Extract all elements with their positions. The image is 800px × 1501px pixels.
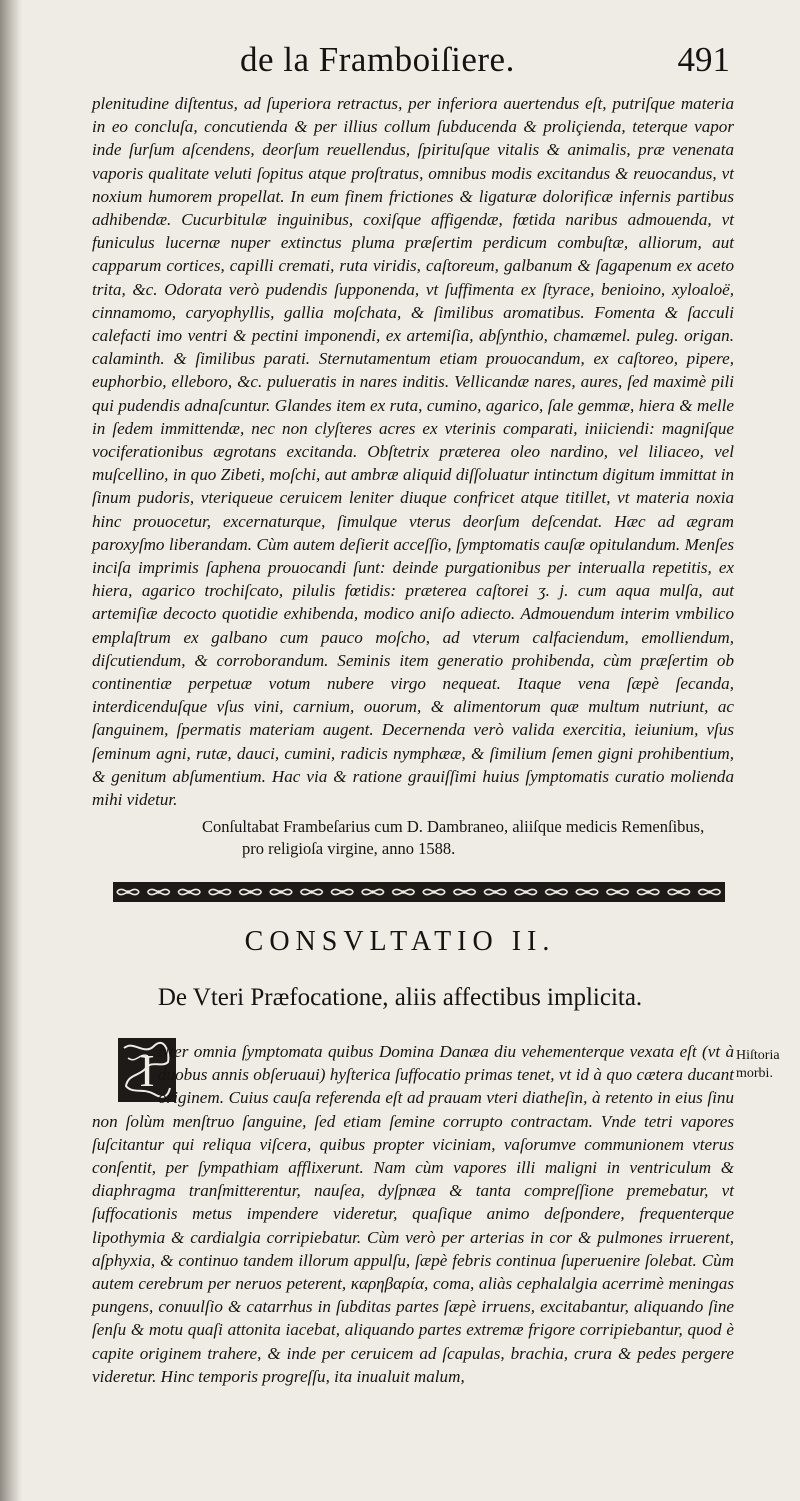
page-number: 491 xyxy=(677,40,730,79)
gutter-shadow xyxy=(0,0,22,1501)
fleuron-dot xyxy=(524,890,528,894)
consultation-1-credit xyxy=(202,816,742,860)
fleuron-dot xyxy=(218,890,222,894)
fleuron-dot xyxy=(310,890,314,894)
ornamental-band xyxy=(113,880,725,904)
fleuron-dot xyxy=(616,890,620,894)
drop-cap-letter: I xyxy=(139,1045,155,1096)
consultation-2-body xyxy=(92,1040,734,1388)
fleuron-dot xyxy=(585,890,589,894)
fleuron-dot xyxy=(463,890,467,894)
page-header xyxy=(90,40,730,90)
fleuron-dot xyxy=(646,890,650,894)
fleuron-dot xyxy=(340,890,344,894)
fleuron-dot xyxy=(279,890,283,894)
fleuron-dot xyxy=(432,890,436,894)
fleuron-dot xyxy=(555,890,559,894)
fleuron-dot xyxy=(371,890,375,894)
fleuron-dot xyxy=(402,890,406,894)
fleuron-dot xyxy=(187,890,191,894)
consultation-2-text: Nter omnia ſymptomata quibus Domina Danæa diu vehementerque vexata eſt (vt à duobus annis obſeruaui) hyſterica ſuffocatio primas tenet, vt id à quo cætera ducant originem. Cuius cauſa referenda eſt ad prauam vteri diatheſin, à retento in eius ſinu non ſolùm menſtruo ſanguine, ſed etiam ſemine corrupto contractam. Vnde tetri vapores ſuſcitantur qui reliqua viſcera, quibus propter viciniam, vaſorumve communionem vterus conſentit, per ſympathiam afflixerunt. Nam cùm vapores illi maligni in ventriculum & diaphragma tranſmitterentur, nauſea, dyſpnæa & tanta compreſſione premebatur, vt ſuffocationis metus impendere videretur, quaſique animo deſpondere, frequenterque lipothymia & cardialgia corripiebatur. Cùm verò per arterias in cor & pulmones irruerent, aſphyxia, & continuo tandem illorum appulſu, ſæpè febris continua ſuperuenire ſolebat. Cùm autem cerebrum per neruos peterent, καρηβαρία, coma, aliàs cephalalgia acerrimè meningas pungens, conuulſio & catarrhus in ſubditas partes ſæpè irruens, excitabantur, aliquando ſine ſenſu & motu quaſi attonita iacebat, aliquando partes extremæ frigore corripiebantur, quod è capite originem trahere, & inde per ceruicem ad ſcapulas, brachia, crura & pedes pergere videretur. Hinc temporis progreſſu, ita inualuit malum, xyxy=(92,1042,734,1386)
fleuron-dot xyxy=(157,890,161,894)
credit-line-2: pro religioſa virgine, anno 1588. xyxy=(242,839,456,858)
fleuron-border-icon xyxy=(113,880,725,904)
fleuron-dot xyxy=(249,890,253,894)
fleuron-dot xyxy=(493,890,497,894)
fleuron-dot xyxy=(677,890,681,894)
drop-cap-spacer xyxy=(92,1040,158,1106)
section-subtitle: De Vteri Præfocatione, aliis affectibus implicita. xyxy=(157,984,643,1011)
credit-line-1: Conſultabat Frambeſarius cum D. Dambraneo, aliiſque medicis Remenſibus, xyxy=(202,817,705,836)
running-head: de la Framboiſiere. xyxy=(240,40,515,79)
fleuron-dot xyxy=(126,890,130,894)
consultation-1-body: plenitudine diſtentus, ad ſuperiora retractus, per inferiora auertendus eſt, putriſque materia in eo concluſa, concutienda & per illius collum ſubducenda & proliçienda, teterque vapor inde ſurſum aſcendens, deorſum reuellendus, ſpirituſque vitalis & animalis, præ venenata vaporis qualitate veluti ſopitus atque proſtratus, omnibus modis excitandus & reuocandus, vt noxium humorem propellat. In eum finem frictiones & ligaturæ dolorificæ infernis partibus adhibendæ. Cucurbitulæ inguinibus, coxiſque affigendæ, fœtida naribus admouenda, vt funiculus lucernæ nuper extinctus pluma præſertim perdicum combuſtæ, alliorum, aut capparum cortices, capilli cremati, ruta viridis, caſtoreum, galbanum & ſagapenum ex aceto trita, &c. Odorata verò pudendis ſupponenda, vt ſuffimenta ex ſtyrace, benioino, xyloaloë, cinnamomo, caryophyllis, gallia moſchata, & ſimilibus aromatibus. Fomenta & ſacculi calefacti imo ventri & pectini imponendi, ex artemiſia, abſynthio, chamæmel. puleg. origan. calaminth. & ſimilibus parati. Sternutamentum etiam prouocandum, ex caſtoreo, pipere, euphorbio, elleboro, &c. pulueratis in nares inditis. Vellicandæ nares, aures, ſed maximè pili qui pudendis adnaſcuntur. Glandes item ex ruta, cumino, agarico, ſale gemmæ, hiera & melle in ſedem immittendæ, nec non clyſteres acres ex vterinis comparati, iniiciendi: magniſque vociferationibus ægrotans excitanda. Obſtetrix præterea oleo nardino, vel liliaceo, vel muſcellino, in quo Zibeti, moſchi, aut ambræ aliquid diſſoluatur intinctum digitum immittat in ſinum pudoris, vteriqueue ceruicem leniter diuque confricet atque titillet, vt materia noxia hinc prouocetur, excernaturque, ſimulque vterus deorſum deſcendat. Hæc ad ægram paroxyſmo liberandam. Cùm autem deſierit acceſſio, ſymptomatis cauſæ opitulandum. Menſes inciſa imprimis ſaphena prouocandi ſunt: deinde purgationibus per interualla repetitis, ex hiera, agarico trochiſcato, pilulis fœtidis: præterea caſtorei ʒ. j. cum aqua mulſa, aut artemiſiæ decocto quotidie exhibenda, modico aniſo adiecto. Admouendum interim vmbilico emplaſtrum ex galbano cum pauco moſcho, ad vterum calfaciendum, emolliendum, diſcutiendum, & corroborandum. Seminis item generatio prohibenda, cùm præſertim ob continentiæ perpetuæ votum nubere virgo nequeat. Itaque vena ſæpè ſecanda, interdicenduſque vſus vini, carnium, ouorum, & alimentorum quæ multum nutriunt, ac ſanguinem, ſpermatis materiam augent. Decernenda verò valida exercitia, ieiunium, vſus ſeminum agni, rutæ, dauci, cumini, radicis nymphææ, & ſimilium ſemen gigni prohibentium, & genitum abſumentium. Hac via & ratione grauiſſimi huius ſymptomatis curatio molienda mihi videtur. xyxy=(92,94,734,810)
margin-note: Hiſtoria morbi. xyxy=(736,1048,780,1081)
section-title: CONSVLTATIO II. xyxy=(244,926,556,957)
fleuron-dot xyxy=(708,890,712,894)
